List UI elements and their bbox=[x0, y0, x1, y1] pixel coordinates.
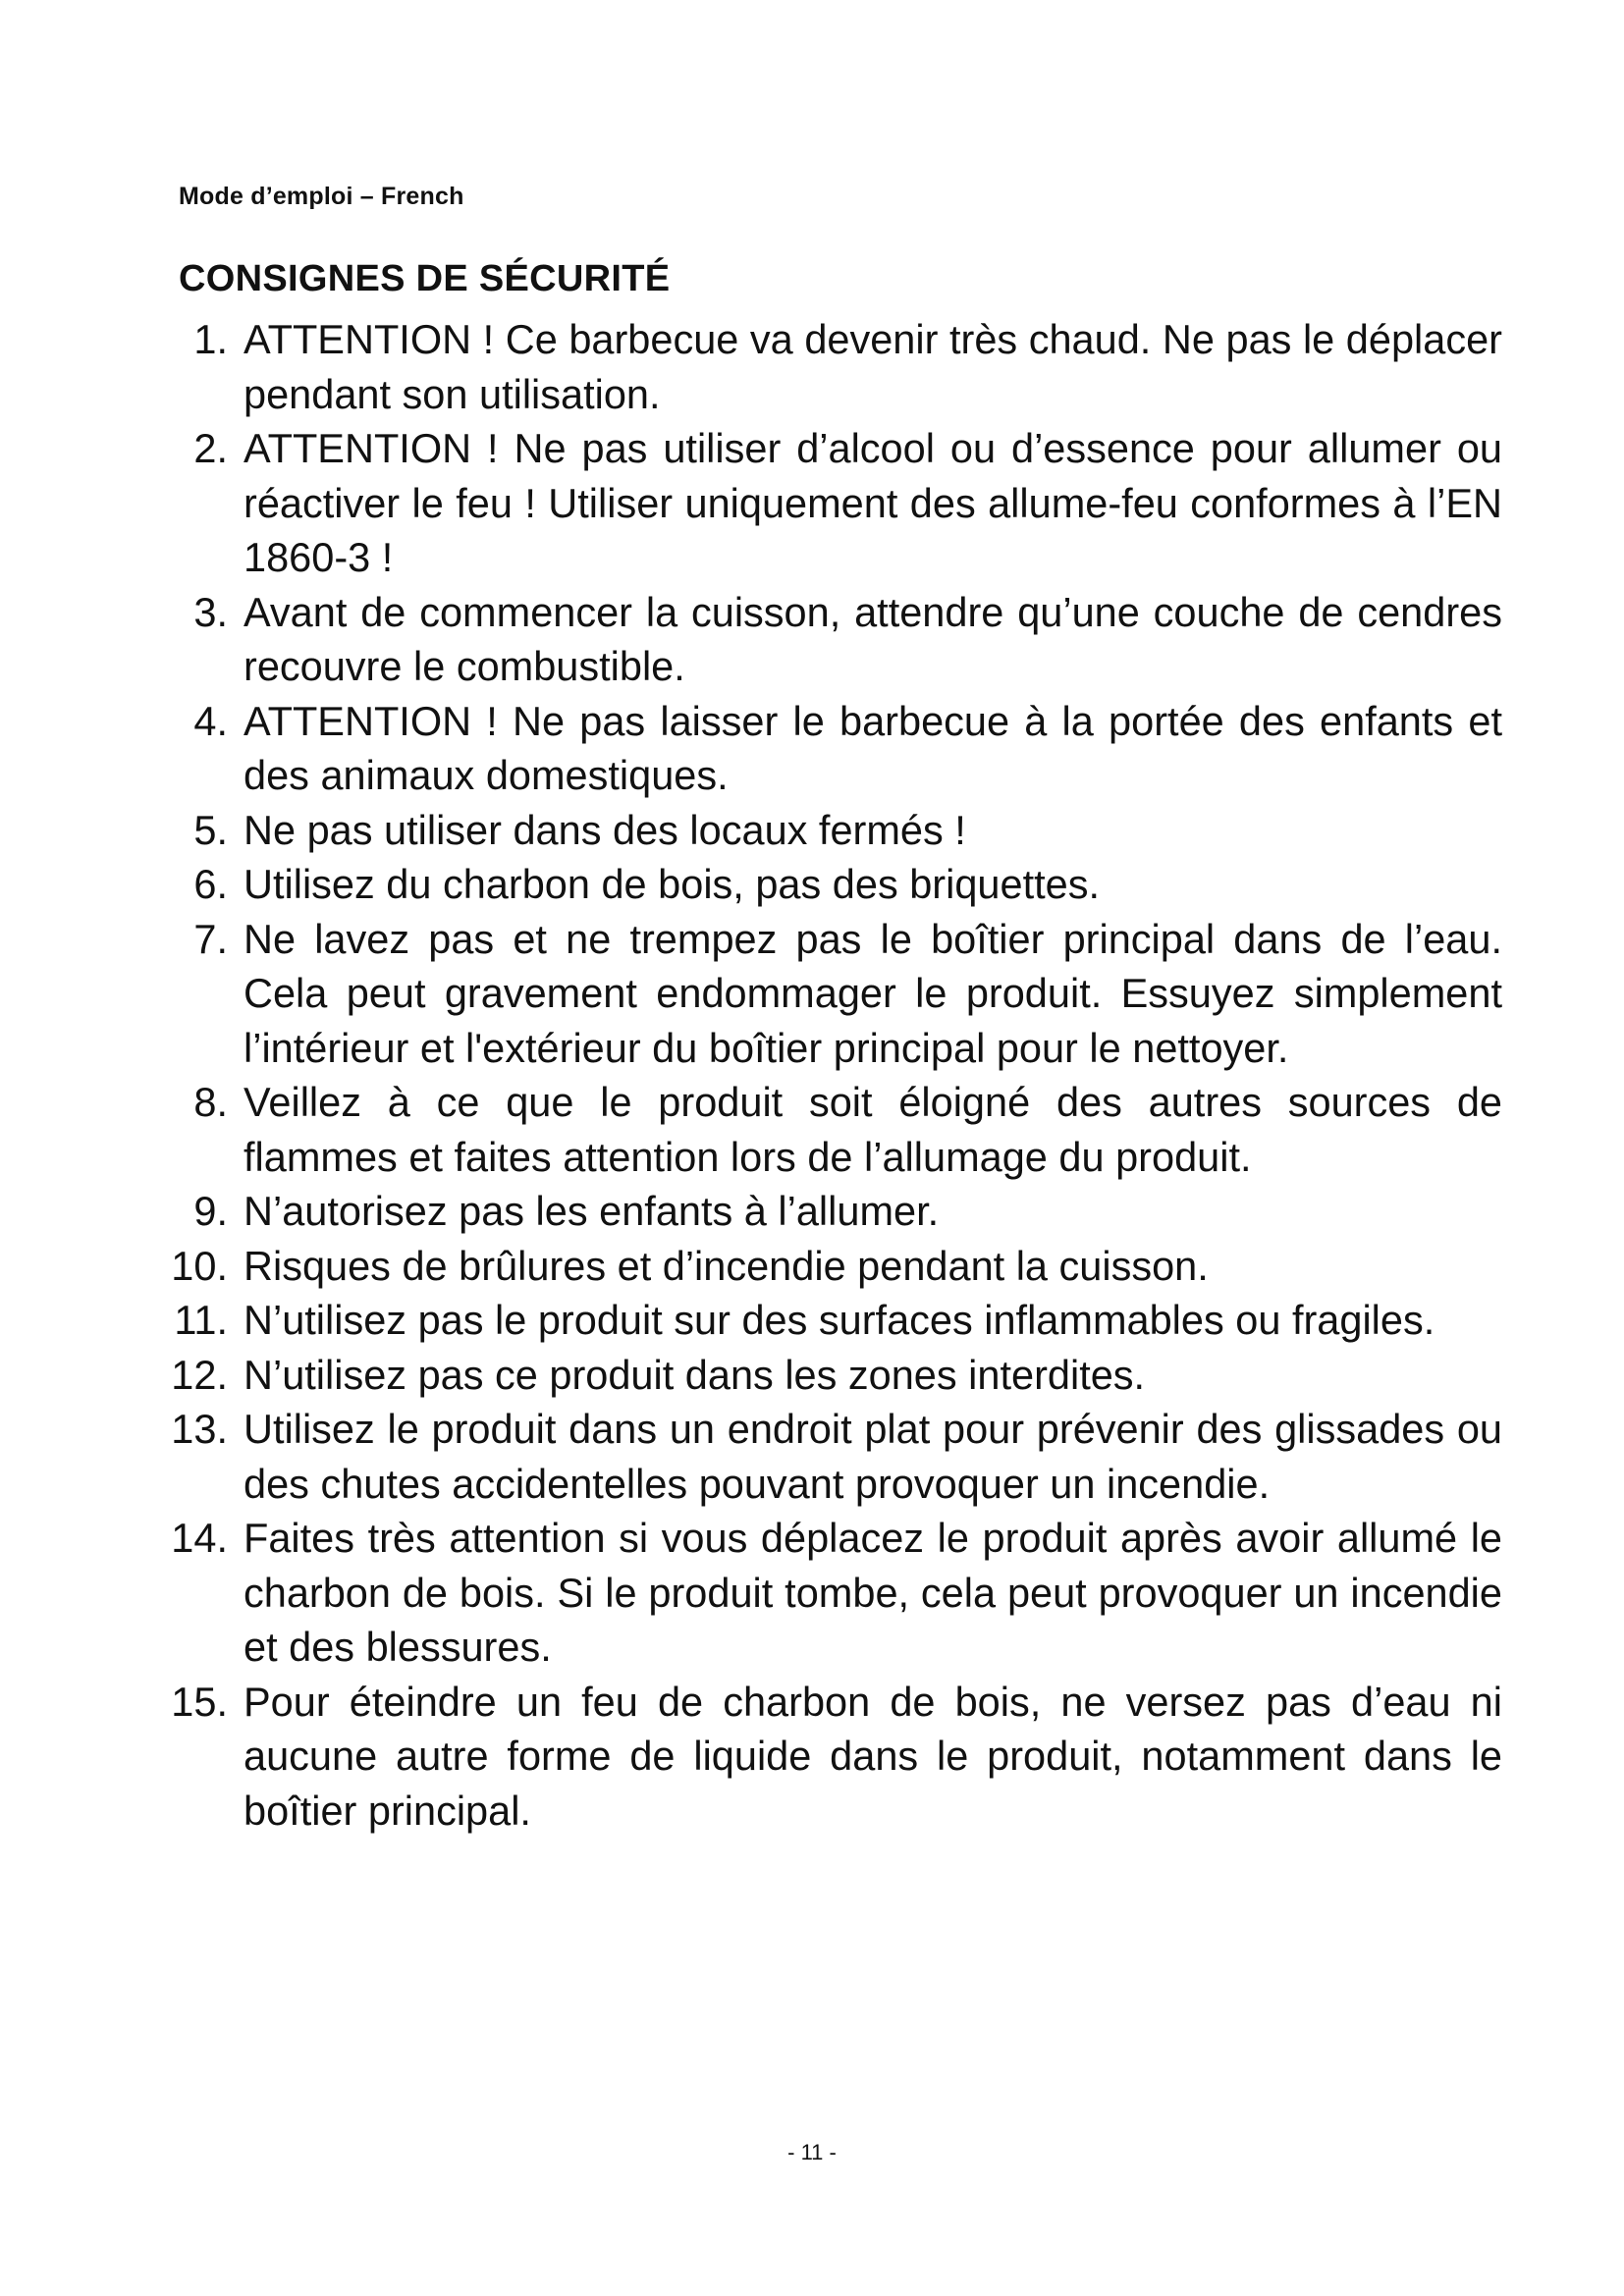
item-text: ATTENTION ! Ne pas utiliser d’alcool ou d’essence pour allumer ou réactiver le feu ! Utiliser uniquement des allume-feu conformes à l’EN 1860-3 ! bbox=[244, 425, 1502, 580]
item-text: N’utilisez pas ce produit dans les zones interdites. bbox=[244, 1351, 1146, 1398]
item-number: 2. bbox=[193, 425, 228, 471]
list-item bbox=[147, 1293, 1502, 1348]
item-text: Faites très attention si vous déplacez le produit après avoir allumé le charbon de bois. Si le produit tombe, cela peut provoquer un incendie et des blessures. bbox=[244, 1515, 1502, 1670]
item-text: N’autorisez pas les enfants à l’allumer. bbox=[244, 1188, 940, 1234]
list-item bbox=[147, 1348, 1502, 1403]
item-number: 5. bbox=[193, 806, 228, 853]
list-item bbox=[147, 1184, 1502, 1239]
list-item bbox=[147, 1239, 1502, 1294]
list-item bbox=[147, 312, 1502, 421]
item-number: 15. bbox=[171, 1678, 228, 1725]
item-text: ATTENTION ! Ne pas laisser le barbecue à la portée des enfants et des animaux domestiques. bbox=[244, 697, 1502, 798]
item-text: Utilisez du charbon de bois, pas des briquettes. bbox=[244, 861, 1101, 907]
item-text: Utilisez le produit dans un endroit plat pour prévenir des glissades ou des chutes accidentelles pouvant provoquer un incendie. bbox=[244, 1406, 1502, 1507]
item-number: 14. bbox=[171, 1515, 228, 1561]
list-item bbox=[147, 1075, 1502, 1184]
item-text: Avant de commencer la cuisson, attendre qu’une couche de cendres recouvre le combustible. bbox=[244, 588, 1502, 689]
item-text: Ne pas utiliser dans des locaux fermés ! bbox=[244, 806, 966, 853]
list-item bbox=[147, 803, 1502, 858]
item-text: Ne lavez pas et ne trempez pas le boîtier principal dans de l’eau. Cela peut gravement endommager le produit. Essuyez simplement l’intérieur et l'extérieur du boîtier principal pour le nettoyer. bbox=[244, 915, 1502, 1071]
list-item bbox=[147, 857, 1502, 912]
item-number: 12. bbox=[171, 1351, 228, 1398]
item-number: 9. bbox=[193, 1188, 228, 1234]
safety-instructions-list bbox=[147, 312, 1502, 1838]
list-item bbox=[147, 421, 1502, 585]
list-item bbox=[147, 694, 1502, 803]
item-text: Risques de brûlures et d’incendie pendant la cuisson. bbox=[244, 1242, 1209, 1289]
item-number: 3. bbox=[193, 588, 228, 635]
item-number: 1. bbox=[193, 316, 228, 362]
item-text: Pour éteindre un feu de charbon de bois, ne versez pas d’eau ni aucune autre forme de liquide dans le produit, notamment dans le boîtier principal. bbox=[244, 1678, 1502, 1834]
list-item bbox=[147, 1675, 1502, 1839]
section-title: CONSIGNES DE SÉCURITÉ bbox=[179, 258, 671, 299]
item-text: ATTENTION ! Ce barbecue va devenir très chaud. Ne pas le déplacer pendant son utilisation. bbox=[244, 316, 1502, 417]
item-number: 7. bbox=[193, 915, 228, 962]
item-text: Veillez à ce que le produit soit éloigné des autres sources de flammes et faites attention lors de l’allumage du produit. bbox=[244, 1079, 1502, 1180]
list-item bbox=[147, 912, 1502, 1076]
item-text: N’utilisez pas le produit sur des surfaces inflammables ou fragiles. bbox=[244, 1297, 1435, 1343]
item-number: 10. bbox=[171, 1242, 228, 1289]
item-number: 6. bbox=[193, 861, 228, 907]
list-item bbox=[147, 1402, 1502, 1511]
page-number: - 11 - bbox=[787, 2140, 837, 2164]
list-item bbox=[147, 585, 1502, 694]
item-number: 4. bbox=[193, 697, 228, 744]
document-header-label: Mode d’emploi – French bbox=[179, 183, 464, 210]
list-item bbox=[147, 1511, 1502, 1675]
item-number: 13. bbox=[171, 1406, 228, 1452]
item-number: 11. bbox=[174, 1297, 228, 1343]
item-number: 8. bbox=[193, 1079, 228, 1125]
